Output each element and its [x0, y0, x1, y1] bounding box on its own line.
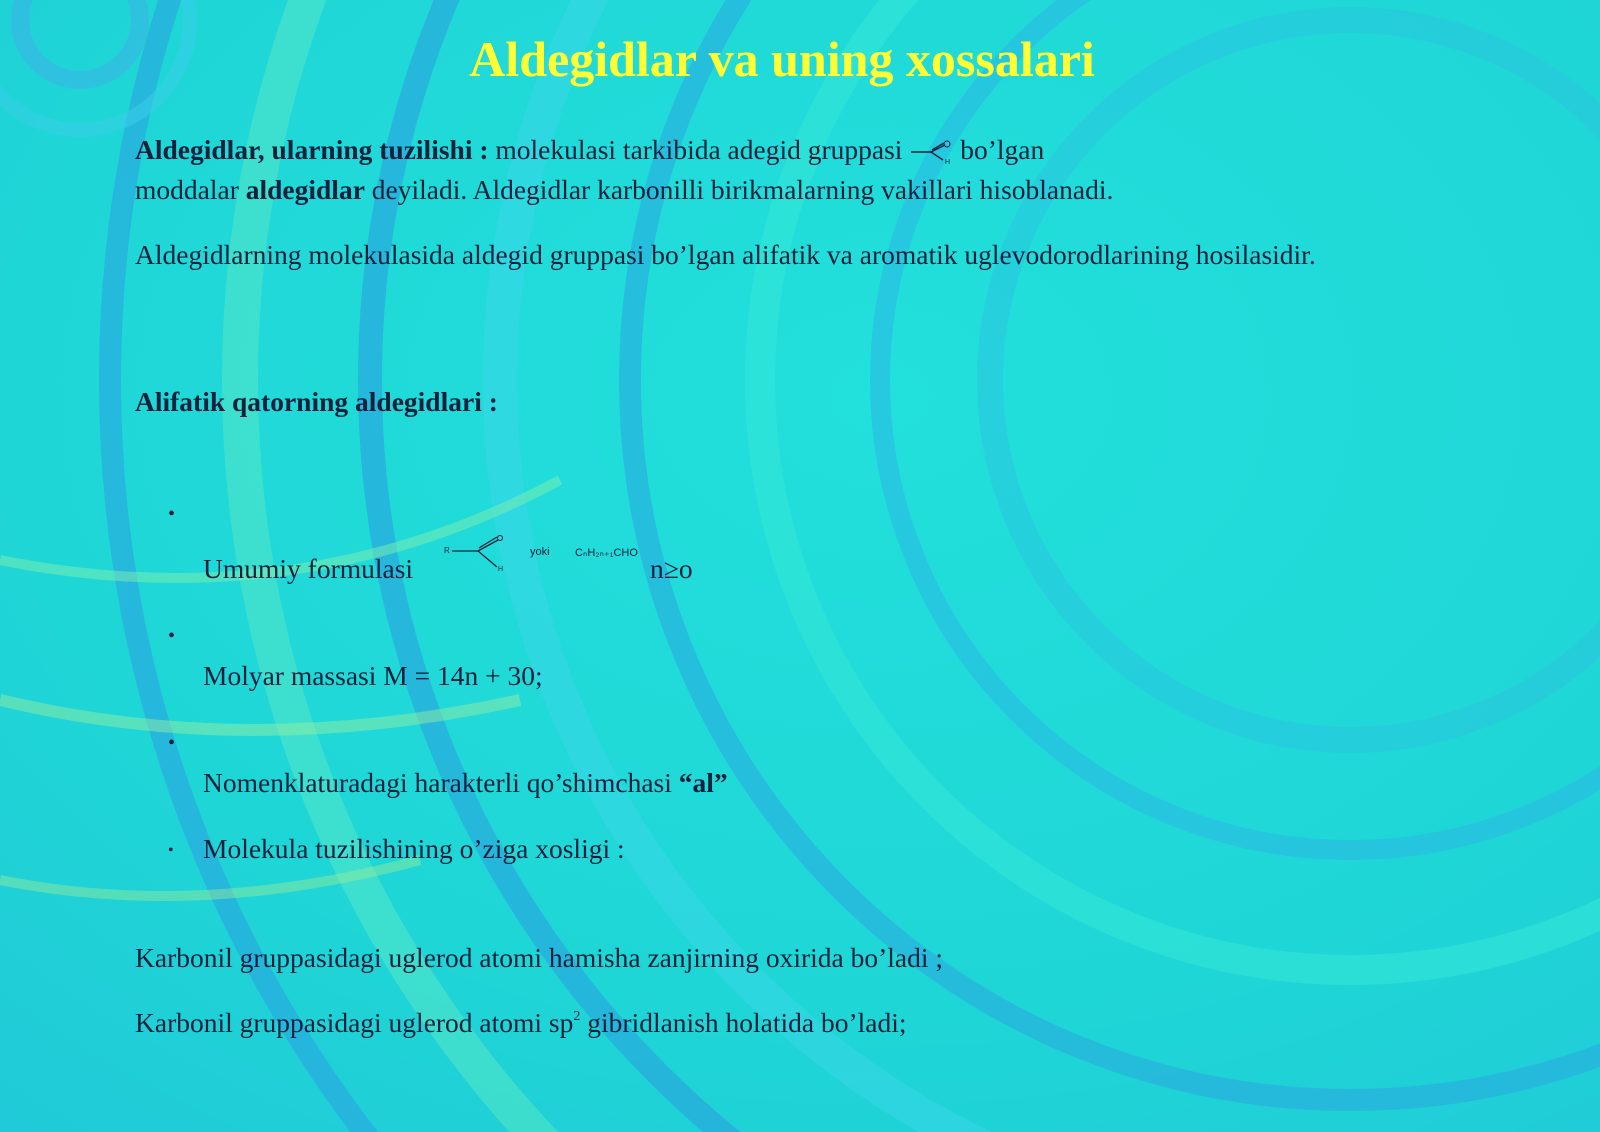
- intro-lead: Aldegidlar, ularning tuzilishi :: [135, 134, 489, 165]
- svg-text:H: H: [498, 566, 504, 573]
- intro-text-1: molekulasi tarkibida adegid gruppasi: [488, 134, 910, 165]
- intro-line-1: [135, 130, 1044, 170]
- bullet-dot: •: [168, 732, 176, 754]
- nomenclature-item: [203, 767, 728, 799]
- intro-text-4: deyiladi. Aldegidlar karbonilli birikmalarning vakillari hisoblanadi.: [364, 174, 1114, 205]
- nomenclature-suffix: “al”: [678, 767, 728, 798]
- carbonyl-line-2-end: gibridlanish holatida bo’ladi;: [580, 1007, 907, 1038]
- intro-text-3: moddalar: [135, 174, 246, 205]
- aldehyde-group-icon: [909, 140, 953, 166]
- nomenclature-text: Nomenklaturadagi harakterli qo’shimchasi: [203, 767, 679, 798]
- svg-text:H: H: [945, 158, 951, 166]
- bullet-dot: •: [168, 842, 174, 859]
- molar-mass-item: Molyar massasi M = 14n + 30;: [203, 660, 543, 691]
- formula-condensed: CₙH₂ₙ₊₁CHO: [575, 547, 638, 559]
- intro-bold-word: aldegidlar: [245, 174, 365, 205]
- paragraph-2: Aldegidlarning molekulasida aldegid gruppasi bo’lgan alifatik va aromatik uglevodorodlarining hosilasidir.: [135, 239, 1316, 270]
- general-formula-icon: [440, 535, 655, 585]
- molecule-structure-item: Molekula tuzilishining o’ziga xosligi :: [203, 833, 625, 864]
- section-heading: Alifatik qatorning aldegidlari :: [135, 386, 498, 417]
- svg-text:R: R: [444, 546, 450, 555]
- formula-condition: n≥o: [650, 553, 693, 584]
- intro-line-2: [135, 170, 1113, 210]
- sp2-superscript: 2: [573, 1009, 581, 1024]
- formula-label: Umumiy formulasi: [203, 553, 414, 584]
- bullet-dot: •: [168, 625, 176, 647]
- carbonyl-line-1: Karbonil gruppasidagi uglerod atomi hamisha zanjirning oxirida bo’ladi ;: [135, 942, 944, 973]
- formula-yoki: yoki: [530, 546, 550, 558]
- intro-text-2: bo’lgan: [953, 134, 1045, 165]
- carbonyl-line-2-text: Karbonil gruppasidagi uglerod atomi sp: [135, 1007, 574, 1038]
- carbonyl-line-2: [135, 1003, 907, 1043]
- bullet-dot: •: [168, 503, 176, 525]
- slide-title: Aldegidlar va uning xossalari: [469, 31, 1095, 87]
- formula-item: [203, 553, 413, 585]
